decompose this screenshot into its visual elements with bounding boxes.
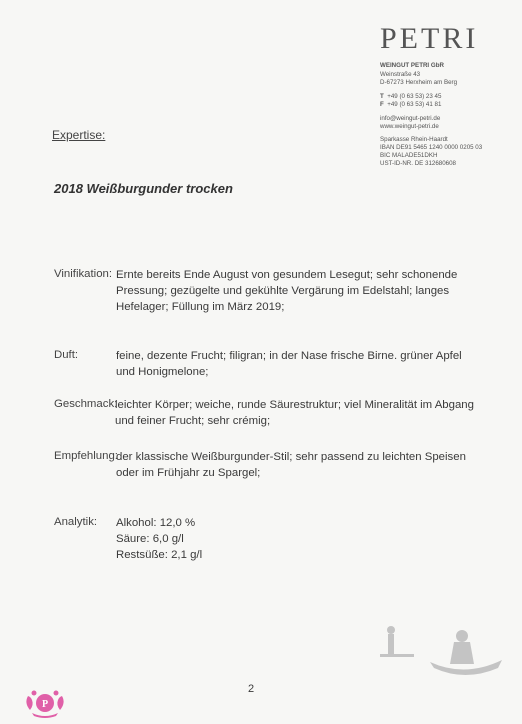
expertise-heading: Expertise: (52, 128, 106, 142)
email: info@weingut-petri.de (380, 115, 441, 122)
ornament-icon (22, 688, 68, 718)
page-number: 2 (248, 683, 255, 695)
wine-title: 2018 Weißburgunder trocken (54, 181, 233, 196)
petri-logo: PETRI (380, 22, 479, 55)
empfehlung-text: der klassische Weißburgunder-Stil; sehr passend zu leichten Speisen oder im Frühjahr zu Spargel; (116, 451, 466, 479)
fax: F +49 (0 63 53) 41 81 (380, 101, 442, 108)
geschmack-text: leichter Körper; weiche, runde Säurestruktur; viel Mineralität im Abgang und feiner Frucht; sehr crémig; (115, 399, 474, 427)
duft-label: Duft: (54, 349, 79, 361)
bic: BIC MALADE51DKH (380, 152, 438, 159)
iban: IBAN DE91 5465 1240 0000 0205 03 (380, 144, 483, 151)
city: D-67273 Herxheim am Berg (380, 79, 458, 86)
svg-text:P: P (41, 699, 49, 710)
boat-illustration (370, 618, 510, 688)
geschmack-label: Geschmack: (54, 398, 118, 410)
company-name: WEINGUT PETRI GbR (380, 62, 444, 69)
vinifikation-label: Vinifikation: (54, 268, 113, 280)
analytik-text: Alkohol: 12,0 % Säure: 6,0 g/l Restsüße: 2,1 g/l (116, 517, 203, 561)
duft-text: feine, dezente Frucht; filigran; in der Nase frische Birne. grüner Apfel und Honigmelone; (116, 350, 462, 378)
street: Weinstraße 43 (380, 71, 421, 78)
vinifikation-text: Ernte bereits Ende August von gesundem Lesegut; sehr schonende Pressung; gezügelte und gekühlte Vergärung im Edelstahl; langes Hefelager; Füllung im März 2019; (116, 269, 458, 313)
bank-name: Sparkasse Rhein-Haardt (380, 136, 448, 143)
analytik-label: Analytik: (54, 516, 98, 528)
empfehlung-label: Empfehlung: (54, 450, 118, 462)
ust-id: UST-ID-NR. DE 312680608 (380, 160, 457, 167)
web: www.weingut-petri.de (380, 123, 439, 130)
phone: T +49 (0 63 53) 23 45 (380, 93, 442, 100)
